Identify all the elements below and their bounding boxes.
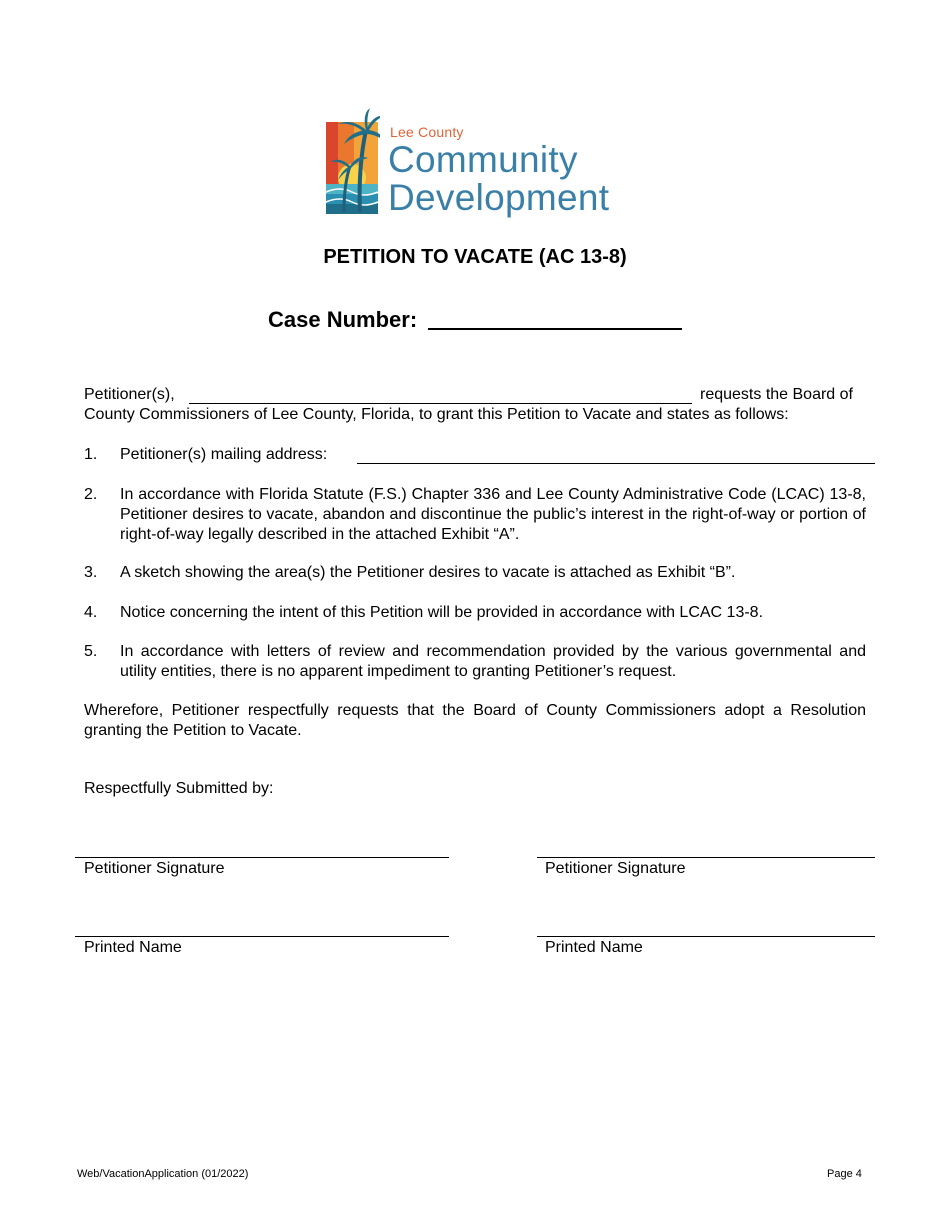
mailing-address-field[interactable] <box>357 463 875 464</box>
footer-form-id: Web/VacationApplication (01/2022) <box>77 1168 249 1180</box>
case-number-label: Case Number: <box>268 307 418 332</box>
item-number: 5. <box>84 643 98 660</box>
left-signature-label: Petitioner Signature <box>84 860 225 877</box>
document-title: PETITION TO VACATE (AC 13-8) <box>323 246 627 268</box>
item-number: 2. <box>84 486 98 503</box>
left-printed-name-label: Printed Name <box>84 939 182 956</box>
item-text: In accordance with letters of review and recommendation provided by the various governmental and utility entities, there is no apparent impediment to granting Petitioner’s request. <box>120 643 866 680</box>
logo-community-text: Community <box>388 139 578 180</box>
item-text: A sketch showing the area(s) the Petitioner desires to vacate is attached as Exhibit “B”. <box>120 564 736 581</box>
lee-county-logo <box>322 108 642 220</box>
logo-development-text: Development <box>388 177 610 218</box>
item-text: Petitioner(s) mailing address: <box>120 446 328 463</box>
left-signature-field[interactable] <box>75 857 449 858</box>
petitioners-name-field[interactable] <box>189 403 692 404</box>
item-number: 4. <box>84 604 98 621</box>
item-text: In accordance with Florida Statute (F.S.) Chapter 336 and Lee County Administrative Code (LCAC) 13-8, Petitioner desires to vacate, abandon and discontinue the public’s interest in the right-of-way or portion of right-of-way legally described in the attached Exhibit “A”. <box>120 486 866 543</box>
right-signature-field[interactable] <box>537 857 875 858</box>
case-number-field[interactable] <box>428 328 682 330</box>
right-printed-name-label: Printed Name <box>545 939 643 956</box>
petitioners-label: Petitioner(s), <box>84 386 175 403</box>
intro-line-2: County Commissioners of Lee County, Florida, to grant this Petition to Vacate and states as follows: <box>84 406 789 423</box>
item-number: 3. <box>84 564 98 581</box>
requests-text: requests the Board of <box>700 386 853 403</box>
item-number: 1. <box>84 446 98 463</box>
right-printed-name-field[interactable] <box>537 936 875 937</box>
submitted-by-label: Respectfully Submitted by: <box>84 780 274 797</box>
right-signature-label: Petitioner Signature <box>545 860 686 877</box>
left-printed-name-field[interactable] <box>75 936 449 937</box>
footer-page-number: Page 4 <box>827 1168 862 1180</box>
logo-lee-county-text: Lee County <box>390 124 464 140</box>
item-text: Notice concerning the intent of this Petition will be provided in accordance with LCAC 13-8. <box>120 604 764 621</box>
palm-tree-logo-icon <box>322 108 380 216</box>
wherefore-paragraph: Wherefore, Petitioner respectfully requests that the Board of County Commissioners adopt a Resolution granting the Petition to Vacate. <box>84 702 866 739</box>
